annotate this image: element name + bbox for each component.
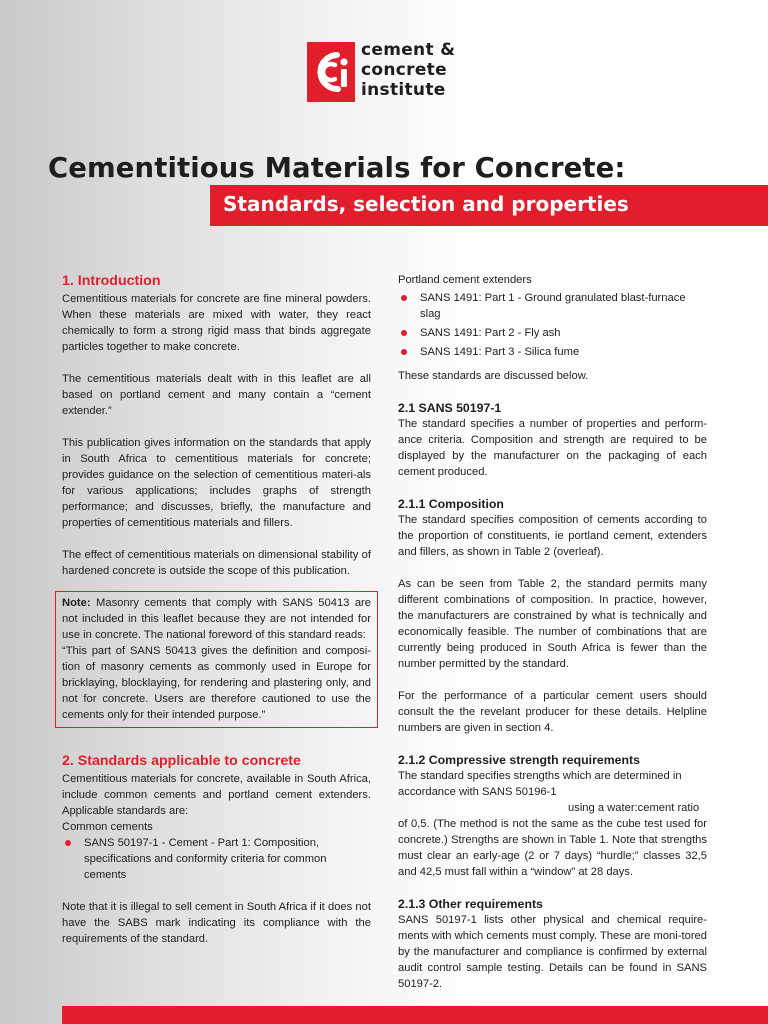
section-paragraph: The standard specifies a number of properties and perform-ance criteria. Composition and strength are required to be displayed by the manufacturer on the packaging of each cement produced. <box>398 418 707 478</box>
standards-paragraph: Cementitious materials for concrete, available in South Africa, include common cements and portland cement extenders. Applicable standards are: <box>62 773 371 817</box>
institute-logo <box>307 40 477 106</box>
discussed-note: These standards are discussed below. <box>398 370 589 382</box>
list-item: SANS 50197-1 - Cement - Part 1: Composition, specifications and conformity criteria for common cements <box>62 835 371 883</box>
extenders-label: Portland cement extenders <box>398 274 532 286</box>
intro-paragraph: The cementitious materials dealt with in this leaflet are all based on portland cement and many contain a “cement extender.” <box>62 373 371 417</box>
list-item: SANS 1491: Part 1 - Ground granulated blast-furnace slag <box>398 290 707 322</box>
extenders-list <box>398 290 707 360</box>
intro-paragraph: Cementitious materials for concrete are fine mineral powders. When these materials are mixed with water, they react chemically to form a strong rigid mass that binds aggregate particles together to make concrete. <box>62 293 371 353</box>
section-paragraph: The standard specifies strengths which are determined in accordance with SANS 50196-1 <box>398 770 682 798</box>
left-column <box>62 272 371 947</box>
note-body: Masonry cements that comply with SANS 50413 are not included in this leaflet because they are not intended for use in concrete. The national foreword of this standard reads: <box>62 597 371 641</box>
logo-line: concrete <box>361 60 447 80</box>
list-item: SANS 1491: Part 2 - Fly ash <box>398 325 707 341</box>
intro-paragraph: The effect of cementitious materials on dimensional stability of hardened concrete is outside the scope of this publication. <box>62 549 371 577</box>
standards-paragraph: Note that it is illegal to sell cement in South Africa if it does not have the SABS mark indicating its compliance with the requirements of the standard. <box>62 901 371 945</box>
note-text <box>62 595 371 643</box>
note-label: Note: <box>62 597 91 609</box>
note-box <box>55 591 378 728</box>
intro-paragraph: This publication gives information on the standards that apply in South Africa to cementitious materials for concrete; provides guidance on the selection of cementitious materi-als for various applications; includes graphs of strength performance; and discusses, briefly, the manufacture and properties of cementitious materials and fillers. <box>62 437 371 529</box>
note-quote: “This part of SANS 50413 gives the definition and composi-tion of masonry cements as commonly used in Europe for bricklaying, blocklaying, for rendering and plastering only, and not for concrete. Users are therefore cautioned to use the cements only for their intended purpose.” <box>62 645 371 721</box>
section-heading-2-1: 2.1 SANS 50197-1 <box>398 401 502 415</box>
section-paragraph: The standard specifies composition of cements according to the proportion of constituents, ie portland cement, extenders and fillers, as shown in Table 2 (overleaf). <box>398 514 707 558</box>
section-heading-2-1-3: 2.1.3 Other requirements <box>398 897 543 911</box>
section-paragraph-fragment: using a water:cement ratio <box>568 802 700 814</box>
section-paragraph: SANS 50197-1 lists other physical and chemical require-ments with which cements must comply. These are moni-tored by the manufacturer and compliance is confirmed by external audit control sample testing. Details can be found in SANS 50197-2. <box>398 914 707 990</box>
section-heading-2-1-1: 2.1.1 Composition <box>398 497 504 511</box>
logo-line: institute <box>361 80 446 100</box>
section-paragraph: For the performance of a particular cement users should consult the the revelant producer for these details. Helpline numbers are given in section 4. <box>398 690 707 734</box>
common-cements-label: Common cements <box>62 821 153 833</box>
section-heading-introduction: 1. Introduction <box>62 273 161 289</box>
footer-red-bar <box>62 1006 768 1024</box>
section-heading-standards: 2. Standards applicable to concrete <box>62 753 301 769</box>
section-heading-2-1-2: 2.1.2 Compressive strength requirements <box>398 753 640 767</box>
cci-logo-icon <box>307 42 355 102</box>
logo-wordmark <box>361 40 481 100</box>
section-paragraph: As can be seen from Table 2, the standard permits many different combinations of composition. In practice, however, the manufacturers are constrained by what is technically and economically feasible. The number of combinations that are currently being produced in South Africa is fewer than the number permitted by the standard. <box>398 578 707 670</box>
list-item: SANS 1491: Part 3 - Silica fume <box>398 344 707 360</box>
section-paragraph: of 0,5. (The method is not the same as the cube test used for concrete.) Strengths are shown in Table 1. Note that strengths must clear an early-age (2 or 7 days) “hurdle;” classes 32,5 and 42,5 must fall within a “window” at 28 days. <box>398 818 707 878</box>
right-column <box>398 272 707 992</box>
subtitle-banner: Standards, selection and properties <box>210 185 768 226</box>
common-cements-list <box>62 835 371 883</box>
document-title: Cementitious Materials for Concrete: <box>48 152 626 184</box>
section-paragraph-continued <box>398 800 707 816</box>
logo-line: cement & <box>361 40 456 60</box>
